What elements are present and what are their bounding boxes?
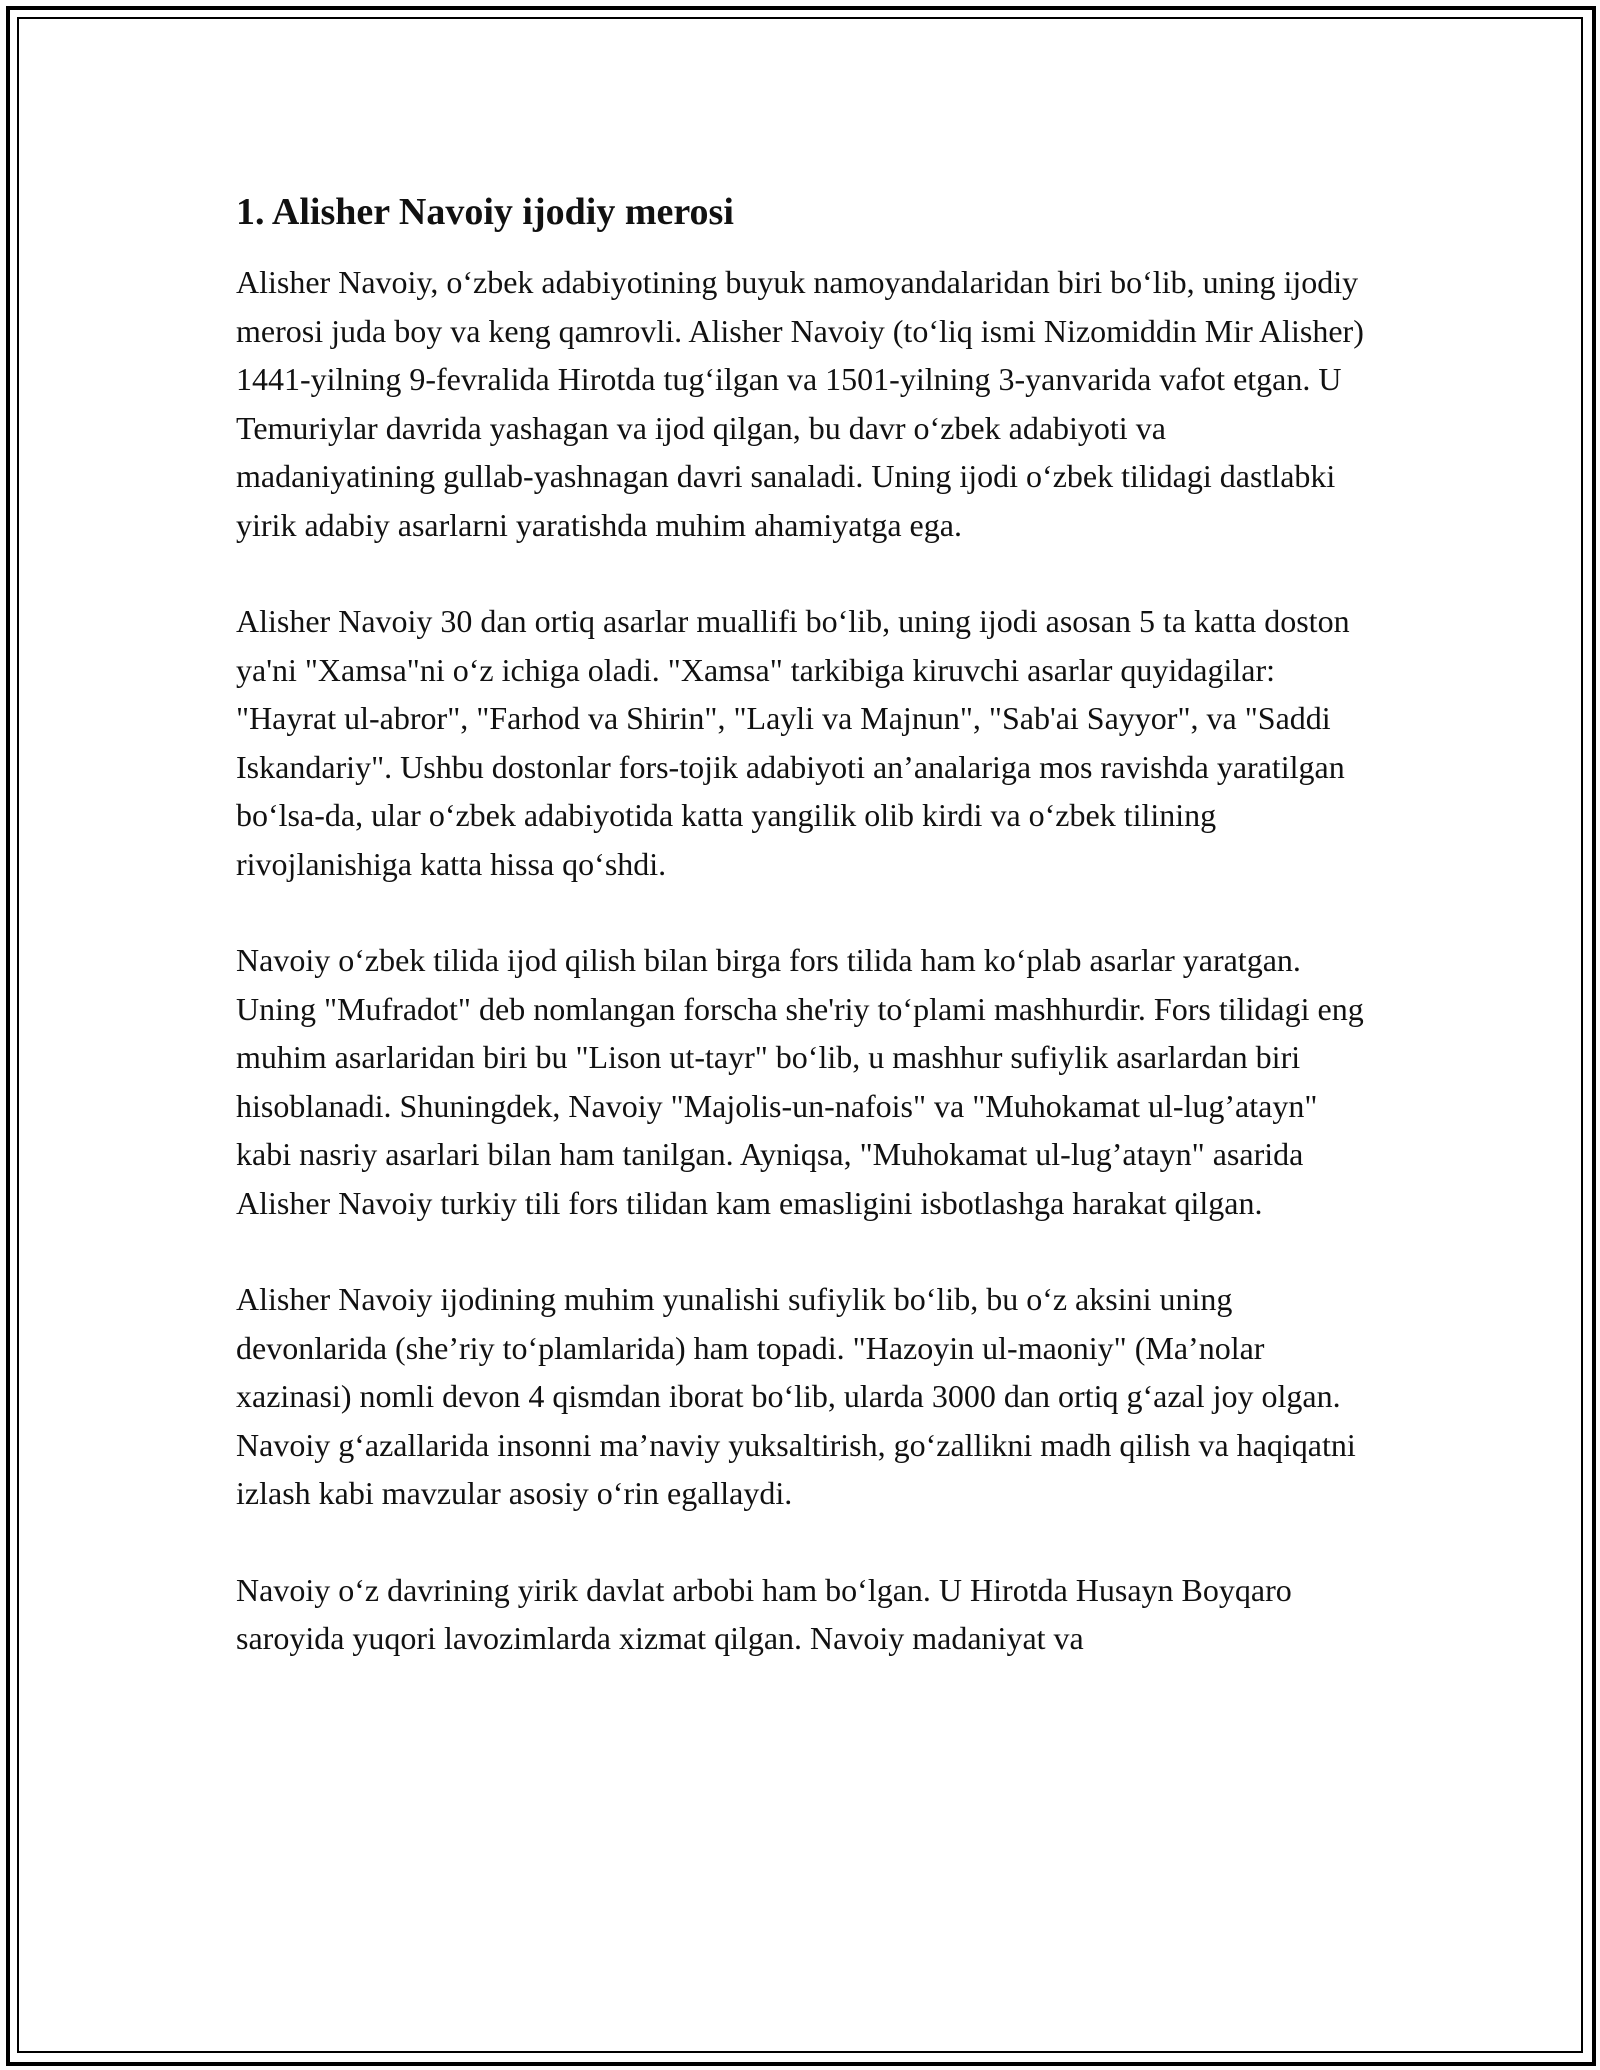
paragraph-3: Navoiy o‘zbek tilida ijod qilish bilan birga fors tilida ham ko‘plab asarlar yaratgan. Uning "Mufradot" deb nomlangan forscha she'riy to‘plami mashhurdir. Fors tilidagi eng muhim asarlaridan biri bu "Lison ut-tayr" bo‘lib, u mashhur sufiylik asarlardan biri hisoblanadi. Shuningdek, Navoiy "Majolis-un-nafois" va "Muhokamat ul-lug’atayn" kabi nasriy asarlari bilan ham tanilgan. Ayniqsa, "Muhokamat ul-lug’atayn" asarida Alisher Navoiy turkiy tili fors tilidan kam emasligini isbotlashga harakat qilgan. xyxy=(236,942,1364,1221)
paragraph-4: Alisher Navoiy ijodining muhim yunalishi sufiylik bo‘lib, bu o‘z aksini uning devonlarida (she’riy to‘plamlarida) ham topadi. "Hazoyin ul-maoniy" (Ma’nolar xazinasi) nomli devon 4 qismdan iborat bo‘lib, ularda 3000 dan ortiq g‘azal joy olgan. Navoiy g‘azallarida insonni ma’naviy yuksaltirish, go‘zallikni madh qilish va haqiqatni izlash kabi mavzular asosiy o‘rin egallaydi. xyxy=(236,1281,1356,1511)
section-heading: 1. Alisher Navoiy ijodiy merosi xyxy=(236,191,734,233)
paragraph-2: Alisher Navoiy 30 dan ortiq asarlar muallifi bo‘lib, uning ijodi asosan 5 ta katta doston ya'ni "Xamsa"ni o‘z ichiga oladi. "Xamsa" tarkibiga kiruvchi asarlar quyidagilar: "Hayrat ul-abror", "Farhod va Shirin", "Layli va Majnun", "Sab'ai Sayyor", va "Saddi Iskandariy". Ushbu dostonlar fors-tojik adabiyoti an’analariga mos ravishda yaratilgan bo‘lsa-da, ular o‘zbek adabiyotida katta yangilik olib kirdi va o‘zbek tilining rivojlanishiga katta hissa qo‘shdi. xyxy=(236,603,1350,882)
paragraph-5: Navoiy o‘z davrining yirik davlat arbobi ham bo‘lgan. U Hirotda Husayn Boyqaro saroyida yuqori lavozimlarda xizmat qilgan. Navoiy madaniyat va xyxy=(236,1571,1292,1656)
document-body xyxy=(236,188,1366,1711)
paragraph-1: Alisher Navoiy, o‘zbek adabiyotining buyuk namoyandalaridan biri bo‘lib, uning ijodiy merosi juda boy va keng qamrovli. Alisher Navoiy (to‘liq ismi Nizomiddin Mir Alisher) 1441-yilning 9-fevralida Hirotda tug‘ilgan va 1501-yilning 3-yanvarida vafot etgan. U Temuriylar davrida yashagan va ijod qilgan, bu davr o‘zbek adabiyoti va madaniyatining gullab-yashnagan davri sanaladi. Uning ijodi o‘zbek tilidagi dastlabki yirik adabiy asarlarni yaratishda muhim ahamiyatga ega. xyxy=(236,264,1364,543)
